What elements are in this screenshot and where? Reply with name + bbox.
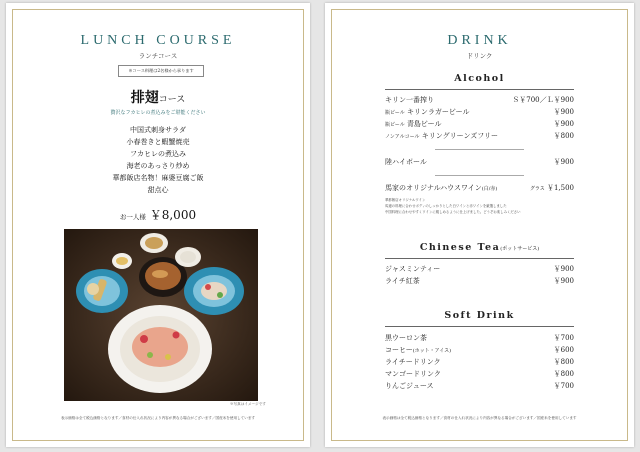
drink-price: ￥600 [553, 346, 574, 354]
drink-price: ￥700 [553, 382, 574, 390]
drink-row [385, 107, 574, 118]
drink-name: りんごジュース [385, 382, 434, 390]
drink-name: コーヒー [385, 346, 413, 354]
drink-row [385, 357, 574, 368]
section-divider [385, 258, 574, 259]
drink-row [385, 264, 574, 275]
drink-row [385, 369, 574, 380]
drink-subtitle: ドリンク [466, 52, 493, 60]
drink-row [385, 95, 574, 106]
drink-name: 青島ビール [406, 120, 442, 128]
price-label: お一人様 [119, 213, 146, 221]
drink-note: (白/赤) [481, 186, 498, 192]
drink-row [385, 276, 574, 287]
section-divider [385, 89, 574, 90]
drink-row [385, 119, 574, 130]
lunch-subtitle: ランチコース [138, 52, 178, 60]
drink-price: ￥900 [553, 265, 574, 273]
drink-price: ￥700 [553, 334, 574, 342]
drink-name: 黒ウーロン茶 [385, 334, 427, 342]
min-order-note: ※コース料理は2名様から承ります [118, 65, 204, 77]
drink-prefix: 瓶ビール [385, 110, 405, 116]
course-tagline: 贅沢なフカヒレの煮込みをご堪能ください [110, 110, 206, 116]
dish-item: フカヒレの煮込み [130, 150, 186, 158]
section-divider [385, 326, 574, 327]
tea-heading-text: Chinese Tea [419, 242, 501, 253]
drink-menu-page [325, 3, 634, 447]
tea-heading [325, 242, 634, 253]
drink-name: ライチ紅茶 [385, 277, 420, 285]
alcohol-heading: Alcohol [454, 73, 505, 84]
drink-row [385, 131, 574, 142]
course-photo [64, 229, 258, 401]
drink-name: キリン一番搾り [385, 96, 434, 104]
drink-prefix: 瓶ビール [385, 122, 405, 128]
drink-price: ￥900 [553, 158, 574, 166]
drink-row [385, 183, 574, 194]
price-prefix: グラス [529, 186, 545, 192]
photo-caption: ※写真はイメージです [230, 402, 266, 406]
drink-name: マンゴードリンク [385, 370, 441, 378]
drink-row [385, 345, 574, 356]
drink-name: ジャスミンティー [385, 265, 441, 273]
lunch-title: LUNCH COURSE [80, 33, 236, 48]
wine-description: 中国料理に合わせやすくワインに親しめるように仕上げました。どうぞお楽しみください [385, 210, 521, 214]
drink-name: 陸ハイボール [385, 158, 427, 166]
soft-drink-heading: Soft Drink [444, 310, 515, 321]
price-value: ￥8,000 [149, 208, 197, 222]
drink-footer: 表示価格は全て税込価格となります／食材の仕入れ状況により内容が異なる場合がございます／国産米を使用しています [382, 416, 577, 420]
dish-item: 海老のあっさり炒め [126, 162, 190, 170]
course-name-suffix: コース [158, 95, 186, 105]
drink-title: DRINK [447, 33, 512, 48]
drink-name: ライチードリンク [385, 358, 441, 366]
drink-row [385, 333, 574, 344]
drink-note: (ホット・アイス) [412, 348, 452, 354]
drink-name: 馬家のオリジナルハウスワイン [385, 184, 482, 192]
dish-item: 華都飯店名物！麻婆豆腐ご飯 [112, 174, 204, 182]
drink-price: ￥900 [553, 108, 574, 116]
drink-row [385, 381, 574, 392]
dish-item: 中国式刺身サラダ [130, 126, 186, 134]
wine-description: 華都飯店オリジナルワイン [385, 198, 426, 202]
drink-price: ￥1,500 [546, 184, 574, 192]
drink-price: ￥900 [553, 120, 574, 128]
food-illustration [64, 229, 258, 401]
drink-price: ￥800 [553, 358, 574, 366]
item-divider [435, 175, 524, 176]
course-price [6, 206, 310, 223]
dish-item: 甜点心 [147, 186, 169, 194]
drink-name: キリンラガービール [406, 108, 470, 116]
lunch-footer: 表示価格は全て税込価格となります／食材の仕入れ状況により内容が異なる場合がございます／国産米を使用しています [60, 416, 256, 420]
drink-row [385, 157, 574, 168]
dish-item: 小春巻きと蝦蟹焼売 [126, 138, 190, 146]
drink-price: ￥800 [553, 370, 574, 378]
drink-price: ￥900 [553, 277, 574, 285]
lunch-course-page [6, 3, 310, 447]
drink-name: キリングリーンズフリー [421, 132, 498, 140]
wine-description: 馬遼の料理に合わせボディのしっかりとした白ワインと赤ワインを厳選しました [385, 204, 507, 208]
drink-prefix: ノンアルコール [385, 134, 420, 140]
tea-heading-note: (ポットサービス) [500, 246, 540, 252]
course-name [6, 87, 310, 107]
drink-price: Ｓ￥700／Ｌ￥900 [512, 96, 574, 104]
drink-price: ￥800 [553, 132, 574, 140]
item-divider [435, 149, 524, 150]
course-name-main: 排翅 [130, 90, 159, 106]
